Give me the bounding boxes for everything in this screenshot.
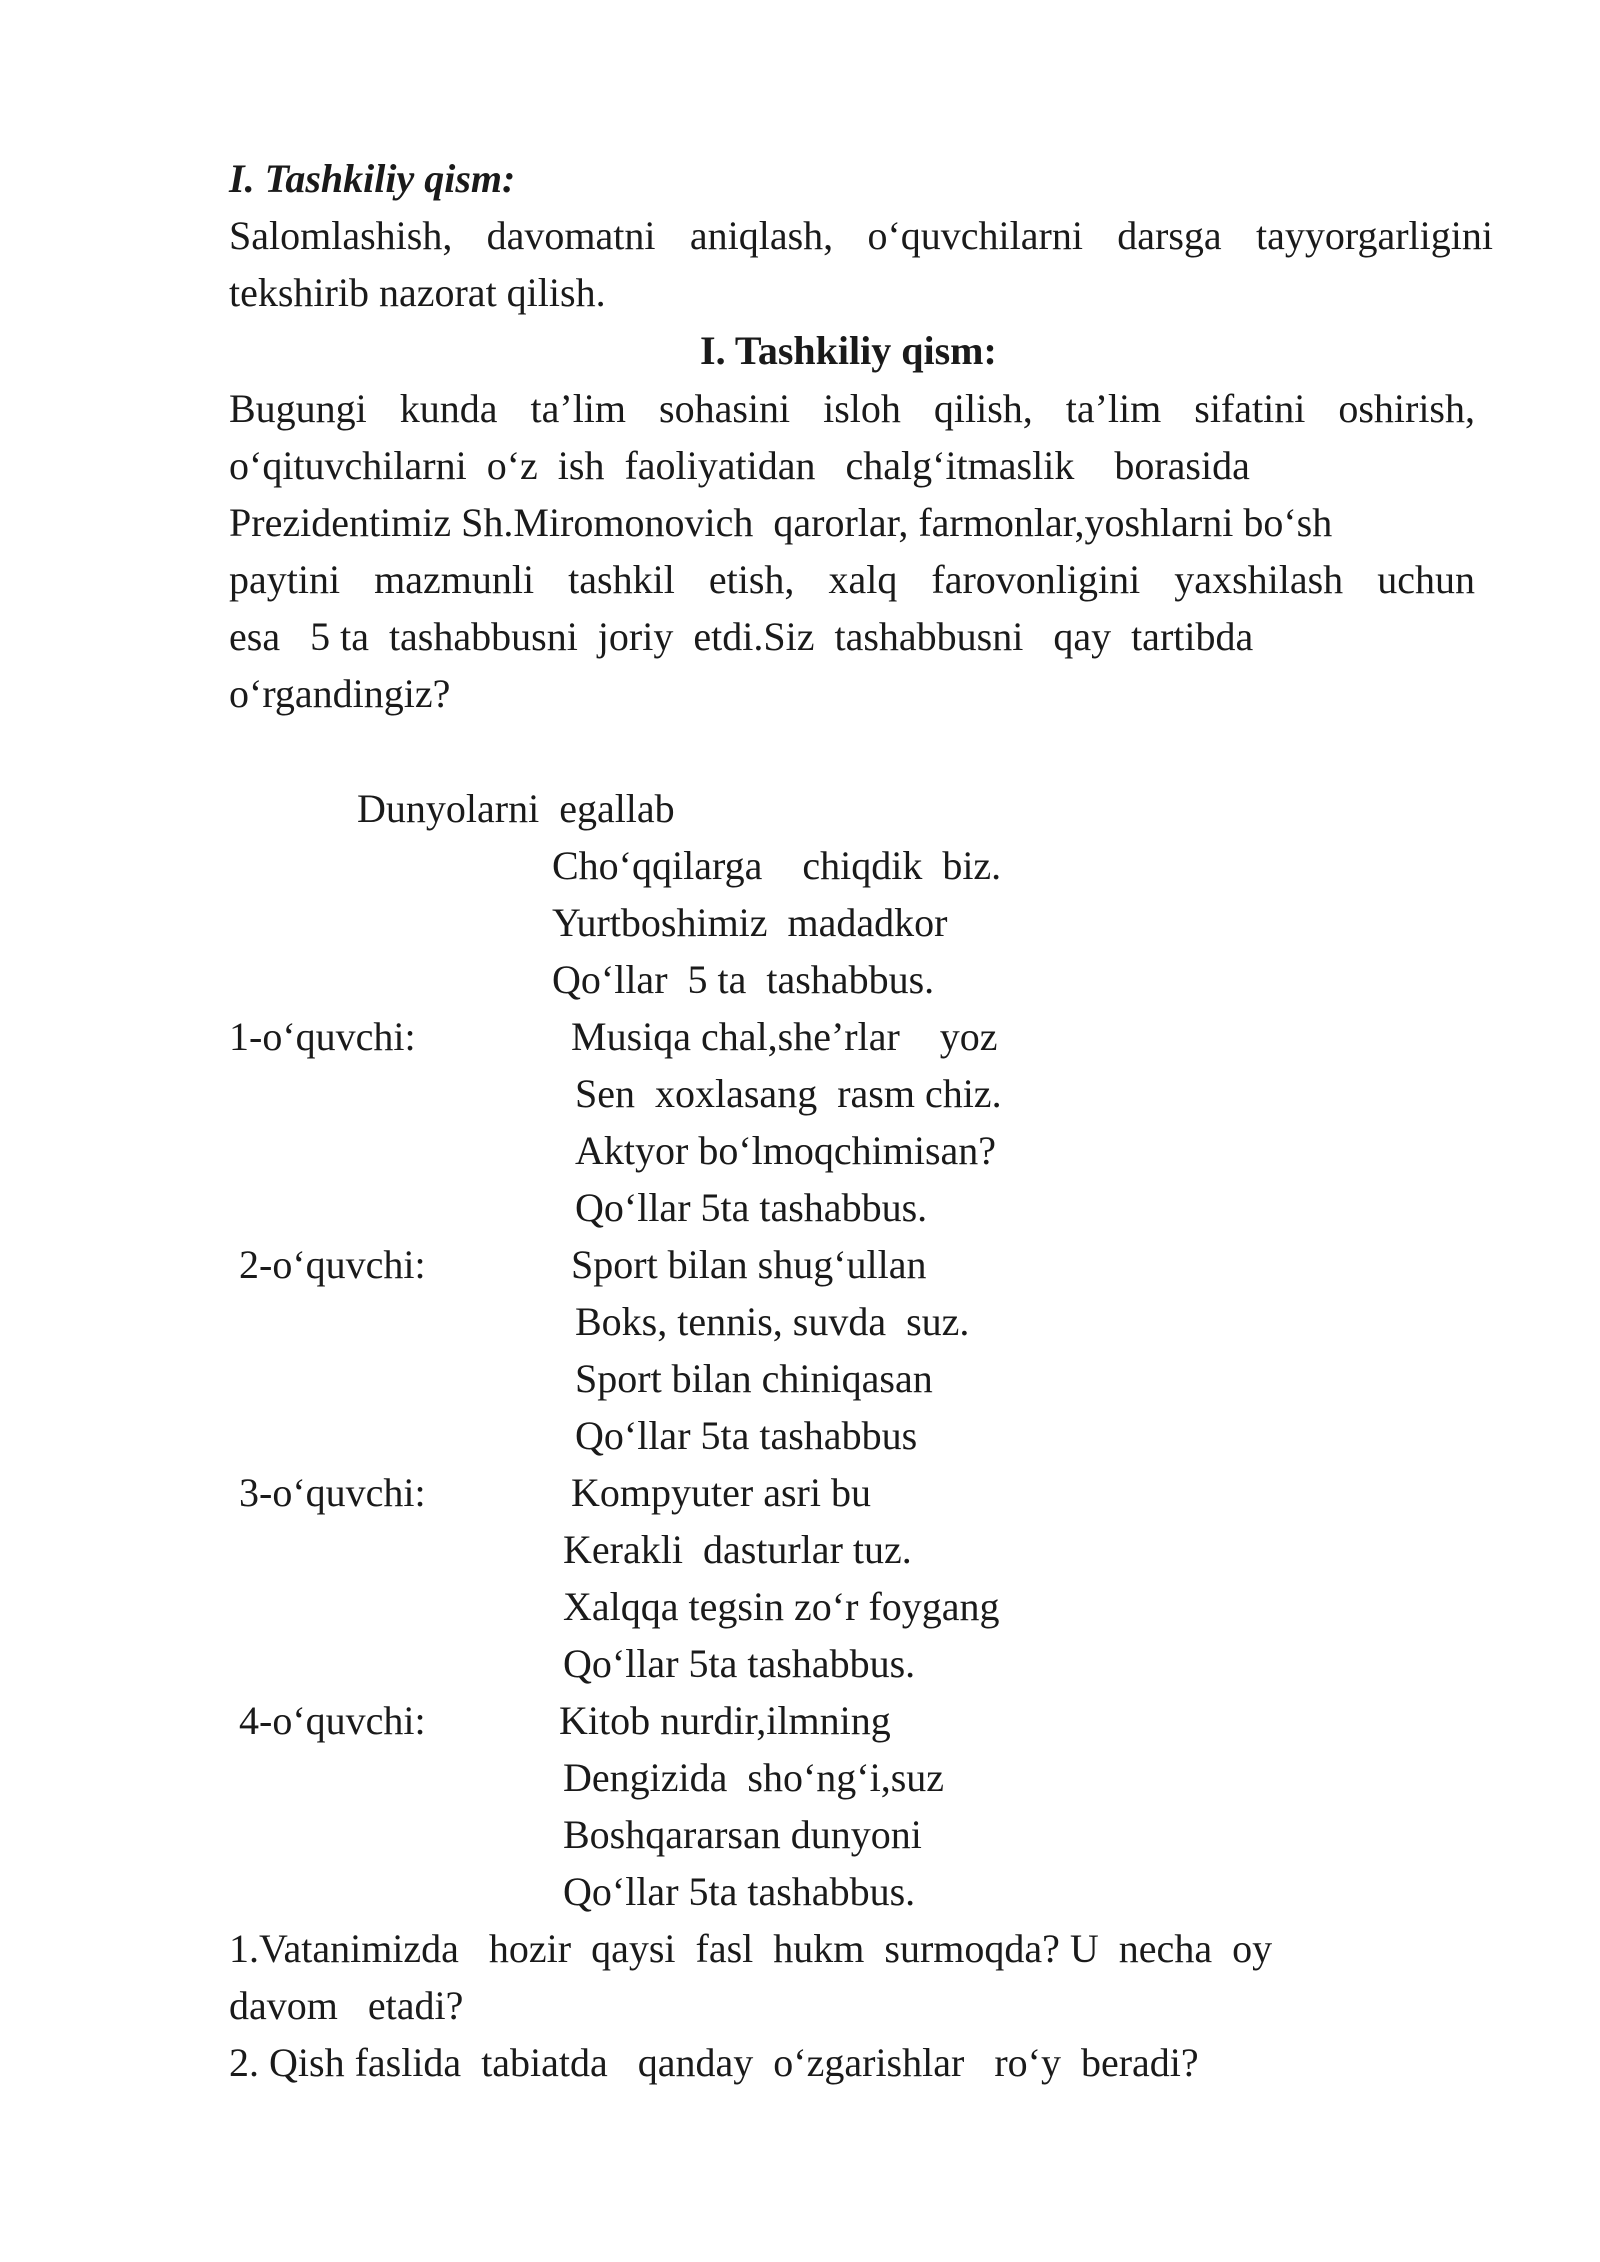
intro-line: tekshirib nazorat qilish. (229, 270, 606, 315)
paragraph-line: o‘rgandingiz? (229, 671, 451, 716)
poem-line: Sen xoxlasang rasm chiz. (575, 1071, 1002, 1116)
poem-line: Qo‘llar 5ta tashabbus. (563, 1869, 916, 1914)
student-label: 4-o‘quvchi: (239, 1698, 426, 1743)
section-heading-centered: I. Tashkiliy qism: (700, 328, 997, 373)
paragraph-line: esa 5 ta tashabbusni joriy etdi.Siz tashabbusni qay tartibda (229, 614, 1254, 659)
poem-line: Boshqararsan dunyoni (563, 1812, 922, 1857)
paragraph-line: o‘qituvchilarni o‘z ish faoliyatidan chalg‘itmaslik borasida (229, 443, 1250, 488)
paragraph-line: Prezidentimiz Sh.Miromonovich qarorlar, farmonlar,yoshlarni bo‘sh (229, 500, 1333, 545)
question-line: 2. Qish faslida tabiatda qanday o‘zgarishlar ro‘y beradi? (229, 2040, 1199, 2085)
student-label: 3-o‘quvchi: (239, 1470, 426, 1515)
poem-line: Sport bilan chiniqasan (575, 1356, 933, 1401)
poem-line: Qo‘llar 5ta tashabbus (575, 1413, 918, 1458)
section-heading-italic: I. Tashkiliy qism: (229, 156, 516, 201)
poem-line: Qo‘llar 5ta tashabbus. (575, 1185, 928, 1230)
poem-line: Kitob nurdir,ilmning (559, 1698, 891, 1743)
poem-line: Qo‘llar 5 ta tashabbus. (552, 957, 935, 1002)
poem-line: Aktyor bo‘lmoqchimisan? (575, 1128, 997, 1173)
paragraph-line: Bugungi kunda ta’lim sohasini isloh qilish, ta’lim sifatini oshirish, (229, 386, 1475, 431)
poem-line: Dengizida sho‘ng‘i,suz (563, 1755, 945, 1800)
poem-line: Kompyuter asri bu (571, 1470, 871, 1515)
poem-line: Cho‘qqilarga chiqdik biz. (552, 843, 1002, 888)
student-label: 2-o‘quvchi: (239, 1242, 426, 1287)
poem-line: Musiqa chal,she’rlar yoz (571, 1014, 998, 1059)
poem-line: Qo‘llar 5ta tashabbus. (563, 1641, 916, 1686)
poem-line: Dunyolarni egallab (357, 786, 675, 831)
question-line: 1.Vatanimizda hozir qaysi fasl hukm surmoqda? U necha oy (229, 1926, 1273, 1971)
student-label: 1-o‘quvchi: (229, 1014, 416, 1059)
intro-line: Salomlashish, davomatni aniqlash, o‘quvchilarni darsga tayyorgarligini (229, 213, 1493, 258)
poem-line: Yurtboshimiz madadkor (552, 900, 948, 945)
poem-line: Sport bilan shug‘ullan (571, 1242, 927, 1287)
poem-line: Xalqqa tegsin zo‘r foygang (563, 1584, 1000, 1629)
paragraph-line: paytini mazmunli tashkil etish, xalq farovonligini yaxshilash uchun (229, 557, 1475, 602)
poem-line: Boks, tennis, suvda suz. (575, 1299, 970, 1344)
poem-line: Kerakli dasturlar tuz. (563, 1527, 912, 1572)
question-line: davom etadi? (229, 1983, 464, 2028)
